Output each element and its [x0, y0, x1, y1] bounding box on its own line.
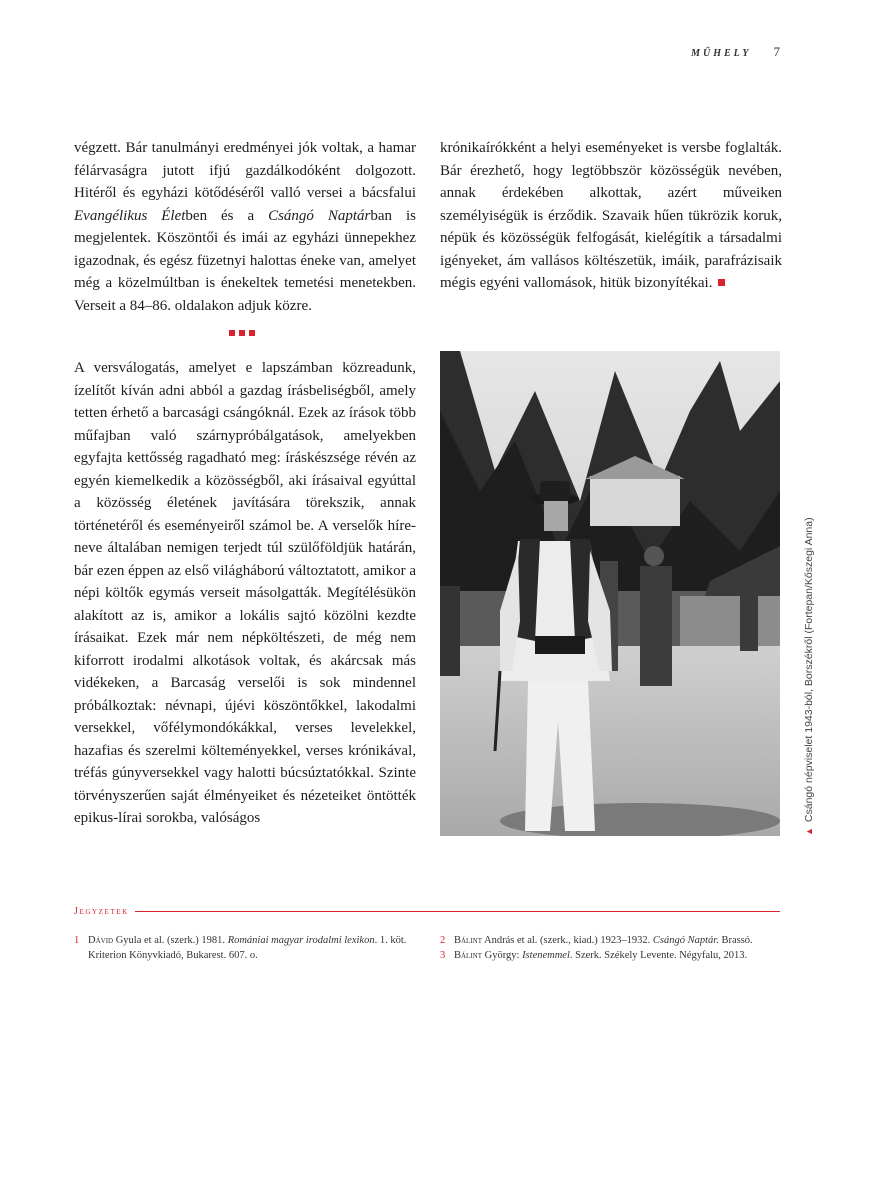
footnote: 1 Dávid Gyula et al. (szerk.) 1981. Romániai magyar irodalmi lexikon. 1. köt. Kriterion Könyvkiadó, Bukarest. 607. o. — [74, 935, 407, 961]
text-column-left-top — [74, 137, 416, 317]
notes-column-left — [74, 933, 420, 963]
photo-caption: ▲Csángó népviselet 1943-ból, Borszékről (Fortepan/Kőszegi Anna) — [803, 517, 815, 836]
notes-column-right — [440, 933, 790, 963]
paragraph: krónikaírókként a helyi eseményeket is versbe foglalták. Bár érezhető, hogy legtöbbször közösségük nevében, annak érdekében alkottak, azért műveiken személyiségük is érződik. Szavaik hűen tükrözik koruk, népük és közösségük felfogását, kielégítik a társadalmi igényeket, ám vallásos költészetük, imáik, parafrázisaik mégis egyéni vallomások, hitük bizonyítékai. — [440, 140, 782, 291]
footnote-number: 3 — [440, 950, 446, 961]
notes-header — [74, 906, 780, 917]
footnote-author: Bálint — [454, 950, 482, 961]
end-mark-icon — [718, 279, 725, 286]
caption-triangle-icon: ▲ — [804, 827, 814, 836]
journal-title: Evangélikus Élet — [74, 207, 186, 224]
footnote-number: 1 — [74, 935, 80, 946]
footnote-number: 2 — [440, 935, 446, 946]
footnote: 3 Bálint György: Istenemmel. Szerk. Székely Levente. Négyfalu, 2013. — [440, 950, 748, 961]
notes-title: Jegyzetek — [74, 906, 129, 917]
notes-rule — [135, 911, 780, 912]
footnote-author: Dávid — [88, 935, 114, 946]
footnote-title: Istenemmel — [522, 950, 570, 961]
section-separator — [229, 330, 255, 336]
calendar-title: Csángó Naptár — [268, 207, 371, 224]
footnote-author: Bálint — [454, 935, 482, 946]
paragraph: A versválogatás, amelyet e lapszámban közreadunk, ízelítőt kíván adni abból a gazdag írásbeliségből, amely tetten érhető a barcasági csángóknál. Ezek az írások több műfajban való szárnypróbálgatások, amelyekben egyfajta kettősség ragadható meg: íráskészsége révén az egyén kiemelkedik a közösségből, aki írásaival egyúttal a közösség életének javítására törekszik, annak történetéről és eseményeiről számol be. A verselők híre-neve általában nemigen terjedt túl szülőföldjük határán, bár ezen éppen az első világháború változtatott, amikor a népi költők egymás verseit másolgatták. Megítélésükön alakított az is, amikor a lokális sajtó közölni kezdte írásaikat. Ezek már nem népköltészeti, de még nem kiforrott irodalmi alkotások voltak, és akárcsak más vidékeken, a Barcaság verselői is sok mindennel próbálkoztak: névnapi, újévi köszöntőkkel, lakodalmi versekkel, vőfélymondókákkal, verses levelekkel, hazafias és szerelmi költeményekkel, verses krónikával, tréfás gúnyversekkel vagy halotti búcsúztatókkal. Szinte törvényszerűen saját élményeiket és nézeteiket öntötték epikus-lírai sorokba, valóságos — [74, 360, 416, 826]
page-number: 7 — [773, 44, 780, 59]
footnote-title: Romániai magyar irodalmi lexikon — [227, 935, 375, 946]
text-column-right-top — [440, 137, 782, 295]
section-title: MŰHELY — [691, 48, 752, 59]
paragraph: végzett. Bár tanulmányi eredményei jók voltak, a hamar félárvaságra jutott ifjú gazdálkodóként dolgozott. Hitéről és egyházi kötődéséről valló versei a bácsfalui Evangélikus Életben és a Csángó Naptárban is megjelentek. Köszöntői és imái az egyházi ünnepekhez igazodnak, és egész füzetnyi halottas éneke van, amelyet még a közelmúltban is énekeltek temetési menetekben. Verseit a 84–86. oldalakon adjuk közre. — [74, 140, 417, 314]
running-header — [691, 44, 780, 60]
footnote: 2 Bálint András et al. (szerk., kiad.) 1923–1932. Csángó Naptár. Brassó. — [440, 935, 753, 946]
text-column-left-bottom — [74, 357, 416, 830]
photo-csango-costume — [440, 351, 780, 836]
footnote-title: Csángó Naptár. — [652, 935, 719, 946]
